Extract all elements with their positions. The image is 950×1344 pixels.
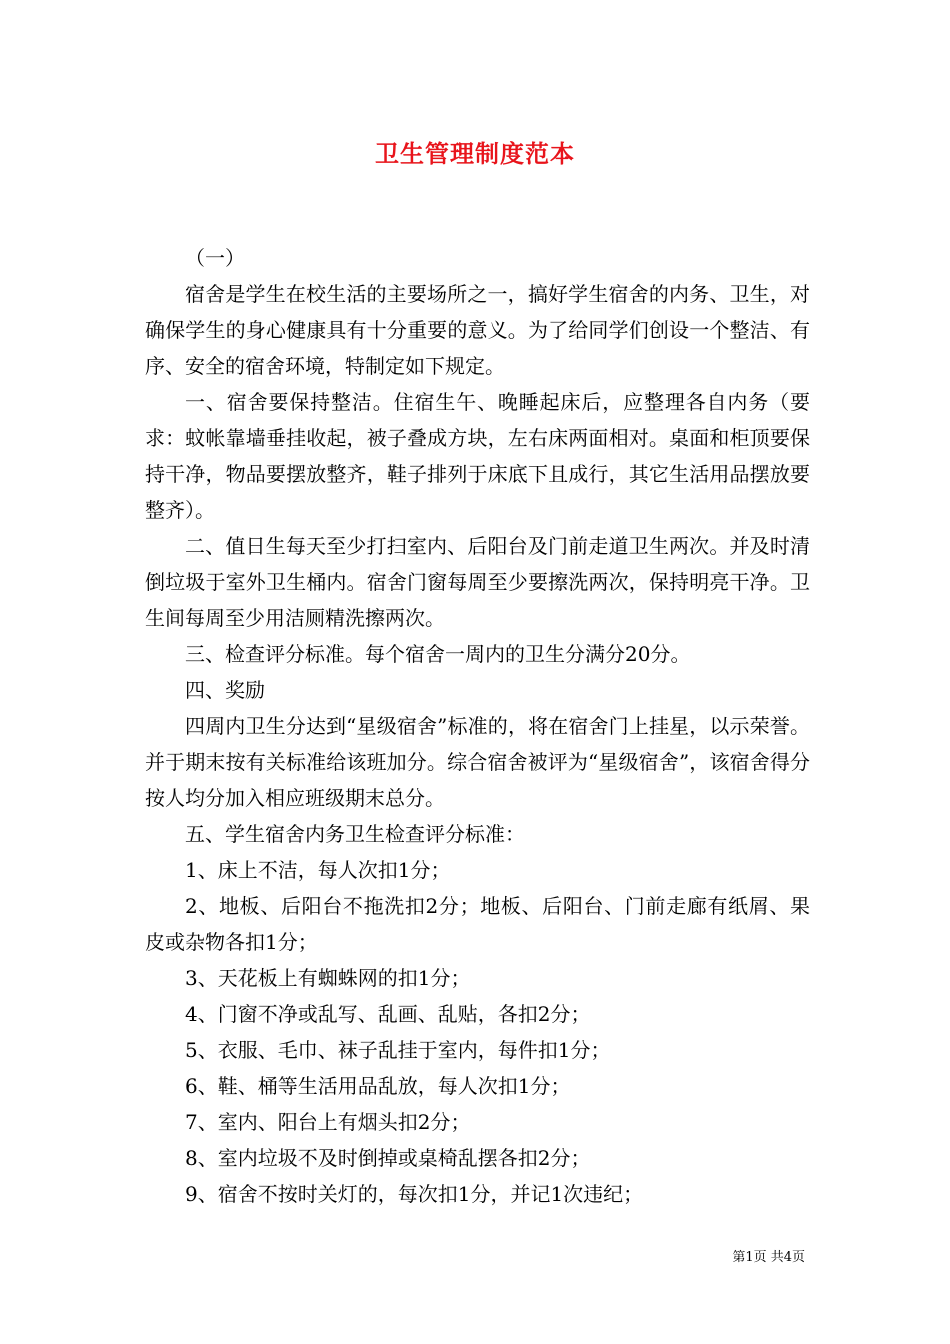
list-item: 6、鞋、桶等生活用品乱放，每人次扣1分； bbox=[185, 1074, 571, 1098]
list-item: 5、衣服、毛巾、袜子乱挂于室内，每件扣1分； bbox=[185, 1038, 611, 1062]
paragraph-intro: 宿舍是学生在校生活的主要场所之一，搞好学生宿舍的内务、卫生，对确保学生的身心健康具有十分重要的意义。为了给同学们创设一个整洁、有序、安全的宿舍环境，特制定如下规定。 bbox=[145, 282, 810, 378]
paragraph-rule-5-heading: 五、学生宿舍内务卫生检查评分标准： bbox=[185, 822, 525, 846]
list-item: 2、地板、后阳台不拖洗扣2分；地板、后阳台、门前走廊有纸屑、果皮或杂物各扣1分； bbox=[145, 894, 810, 954]
paragraph-section-number: （一） bbox=[185, 246, 245, 270]
document-body bbox=[145, 240, 810, 1212]
paragraph-rule-1: 一、宿舍要保持整洁。住宿生午、晚睡起床后，应整理各自内务（要求：蚊帐靠墙垂挂收起，被子叠成方块，左右床两面相对。桌面和柜顶要保持干净，物品要摆放整齐，鞋子排列于床底下且成行，其它生活用品摆放要整齐）。 bbox=[145, 390, 810, 522]
list-item: 8、室内垃圾不及时倒掉或桌椅乱摆各扣2分； bbox=[185, 1146, 591, 1170]
page-footer: 第1页 共4页 bbox=[732, 1250, 805, 1265]
list-item: 7、室内、阳台上有烟头扣2分； bbox=[185, 1110, 471, 1134]
paragraph-rule-3: 三、检查评分标准。每个宿舍一周内的卫生分满分20分。 bbox=[185, 642, 691, 666]
page-title: 卫生管理制度范本 bbox=[375, 140, 575, 168]
paragraph-rule-4-body: 四周内卫生分达到“星级宿舍”标准的，将在宿舍门上挂星，以示荣誉。并于期末按有关标准给该班加分。综合宿舍被评为“星级宿舍”，该宿舍得分按人均分加入相应班级期末总分。 bbox=[145, 714, 810, 810]
paragraph-rule-4-heading: 四、奖励 bbox=[185, 678, 265, 702]
list-item: 4、门窗不净或乱写、乱画、乱贴，各扣2分； bbox=[185, 1002, 591, 1026]
list-item: 9、宿舍不按时关灯的，每次扣1分，并记1次违纪； bbox=[185, 1182, 644, 1206]
list-item: 1、床上不洁，每人次扣1分； bbox=[185, 858, 451, 882]
paragraph-rule-2: 二、值日生每天至少打扫室内、后阳台及门前走道卫生两次。并及时清倒垃圾于室外卫生桶内。宿舍门窗每周至少要擦洗两次，保持明亮干净。卫生间每周至少用洁厕精洗擦两次。 bbox=[145, 534, 810, 630]
list-item: 3、天花板上有蜘蛛网的扣1分； bbox=[185, 966, 471, 990]
